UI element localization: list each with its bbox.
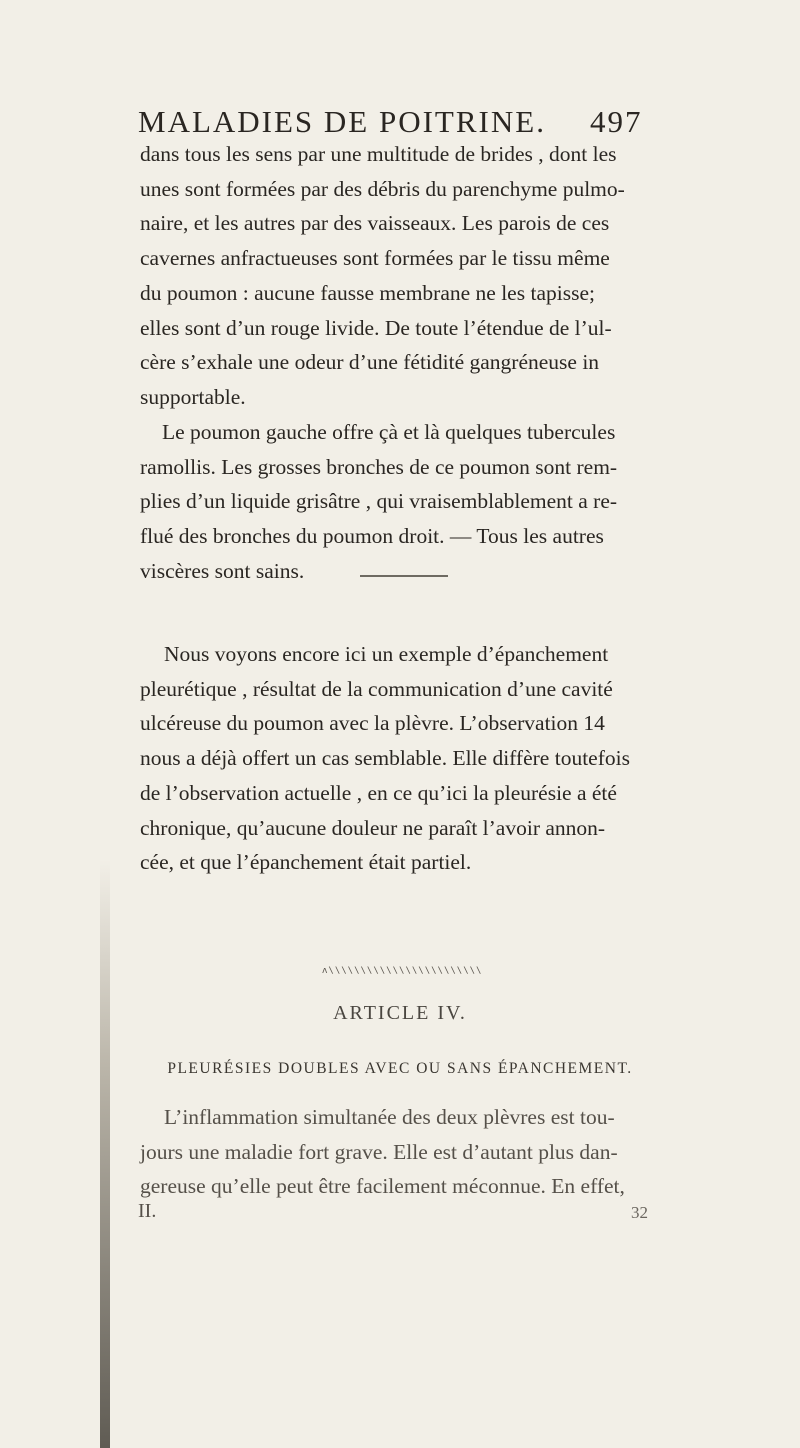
paragraph-4 [140,1100,650,1204]
paragraph-line: unes sont formées par des débris du parenchyme pulmo- [140,176,625,201]
section-divider-rule [360,575,448,577]
paragraph-line: gereuse qu’elle peut être facilement méconnue. En effet, [140,1174,625,1199]
paragraph-line: elles sont d’un rouge livide. De toute l’étendue de l’ul- [140,315,612,340]
paragraph-line: jours une maladie fort grave. Elle est d’autant plus dan- [140,1139,618,1164]
running-head-title: MALADIES DE POITRINE. [138,104,546,139]
signature-mark: II. [138,1200,157,1222]
paragraph-line: pleurétique , résultat de la communication d’une cavité [140,676,613,701]
paragraph-line: viscères sont sains. [140,558,305,583]
paragraph-line: cavernes anfractueuses sont formées par le tissu même [140,246,610,271]
paragraph-line: ulcéreuse du poumon avec la plèvre. L’observation 14 [140,711,605,736]
paragraph-line: L’inflammation simultanée des deux plèvres est tou- [164,1105,615,1129]
paragraph-line: supportable. [140,384,246,409]
paragraph-line: de l’observation actuelle , en ce qu’ici la pleurésie a été [140,780,617,805]
paragraph-line: Le poumon gauche offre çà et là quelques tubercules [162,420,616,444]
paragraph-line: du poumon : aucune fausse membrane ne les tapisse; [140,280,595,305]
paragraph-line: naire, et les autres par des vaisseaux. Les parois de ces [140,211,610,236]
binding-edge-shadow [100,860,110,1448]
paragraph-1 [140,137,650,415]
paragraph-line: nous a déjà offert un cas semblable. Elle diffère toutefois [140,746,630,771]
paragraph-line: Nous voyons encore ici un exemple d’épanchement [164,642,609,666]
paragraph-3 [140,637,650,880]
paragraph-line: cée, et que l’épanchement était partiel. [140,850,472,875]
paragraph-line: cère s’exhale une odeur d’une fétidité gangréneuse in [140,350,600,375]
ornament-rule: ʌ\\\\\\\\\\\\\\\\\\\\\\\\ [322,966,483,976]
article-heading: ARTICLE IV. [333,1002,467,1024]
section-heading: PLEURÉSIES DOUBLES AVEC OU SANS ÉPANCHEMENT. [167,1060,633,1077]
paragraph-line: ramollis. Les grosses bronches de ce poumon sont rem- [140,454,618,479]
sheet-number: 32 [631,1203,648,1222]
paragraph-line: dans tous les sens par une multitude de brides , dont les [140,142,617,166]
paragraph-line: flué des bronches du poumon droit. — Tous les autres [140,524,604,549]
paragraph-line: plies d’un liquide grisâtre , qui vraisemblablement a re- [140,489,618,514]
paragraph-line: chronique, qu’aucune douleur ne paraît l’avoir annon- [140,815,606,840]
paragraph-2 [140,415,650,589]
page-number: 497 [590,104,643,139]
